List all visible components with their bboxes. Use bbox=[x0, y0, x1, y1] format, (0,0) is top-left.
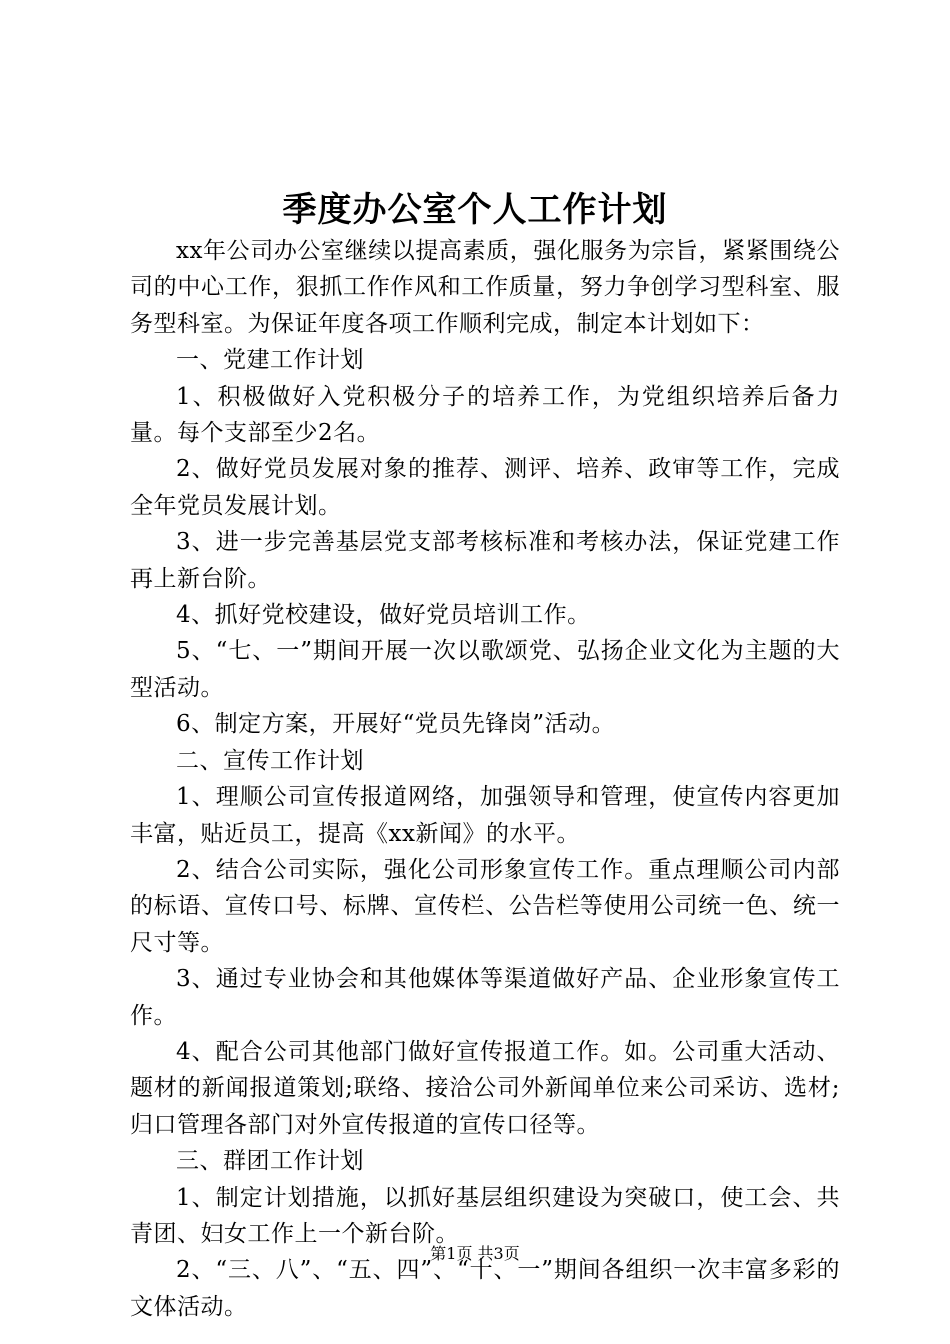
paragraph: 4、配合公司其他部门做好宣传报道工作。如。公司重大活动、题材的新闻报道策划;联络、接洽公司外新闻单位来公司采访、选材;归口管理各部门对外宣传报道的宣传口径等。 bbox=[130, 1038, 840, 1138]
intro-paragraph: xx年公司办公室继续以提高素质，强化服务为宗旨，紧紧围绕公司的中心工作，狠抓工作作风和工作质量，努力争创学习型科室、服务型科室。为保证年度各项工作顺利完成，制定本计划如下： bbox=[130, 238, 840, 337]
paragraph: 1、制定计划措施，以抓好基层组织建设为突破口，使工会、共青团、妇女工作上一个新台阶。 bbox=[130, 1184, 840, 1247]
paragraph: 3、通过专业协会和其他媒体等渠道做好产品、企业形象宣传工作。 bbox=[130, 966, 840, 1029]
section-heading-mass-organizations: 三、群团工作计划 bbox=[176, 1148, 364, 1175]
paragraph: 4、抓好党校建设，做好党员培训工作。 bbox=[176, 602, 591, 629]
section-heading-party-building: 一、党建工作计划 bbox=[176, 347, 364, 374]
paragraph: 2、“三、八”、“五、四”、“十、一”期间各组织一次丰富多彩的文体活动。 bbox=[130, 1257, 840, 1320]
page-footer: 第1页 共3页 bbox=[430, 1244, 520, 1263]
paragraph: 1、积极做好入党积极分子的培养工作，为党组织培养后备力量。每个支部至少2名。 bbox=[130, 383, 840, 447]
document-body bbox=[130, 233, 840, 1325]
paragraph: 2、结合公司实际，强化公司形象宣传工作。重点理顺公司内部的标语、宣传口号、标牌、宣传栏、公告栏等使用公司统一色、统一尺寸等。 bbox=[130, 856, 840, 956]
document-title: 季度办公室个人工作计划 bbox=[282, 190, 668, 230]
paragraph: 5、“七、一”期间开展一次以歌颂党、弘扬企业文化为主题的大型活动。 bbox=[130, 638, 840, 701]
paragraph: 3、进一步完善基层党支部考核标准和考核办法，保证党建工作再上新台阶。 bbox=[130, 529, 840, 592]
section-heading-publicity: 二、宣传工作计划 bbox=[176, 747, 364, 774]
paragraph: 1、理顺公司宣传报道网络，加强领导和管理，使宣传内容更加丰富，贴近员工，提高《xx新闻》的水平。 bbox=[130, 784, 840, 847]
paragraph: 6、制定方案，开展好“党员先锋岗”活动。 bbox=[176, 711, 616, 738]
paragraph: 2、做好党员发展对象的推荐、测评、培养、政审等工作，完成全年党员发展计划。 bbox=[130, 456, 840, 519]
